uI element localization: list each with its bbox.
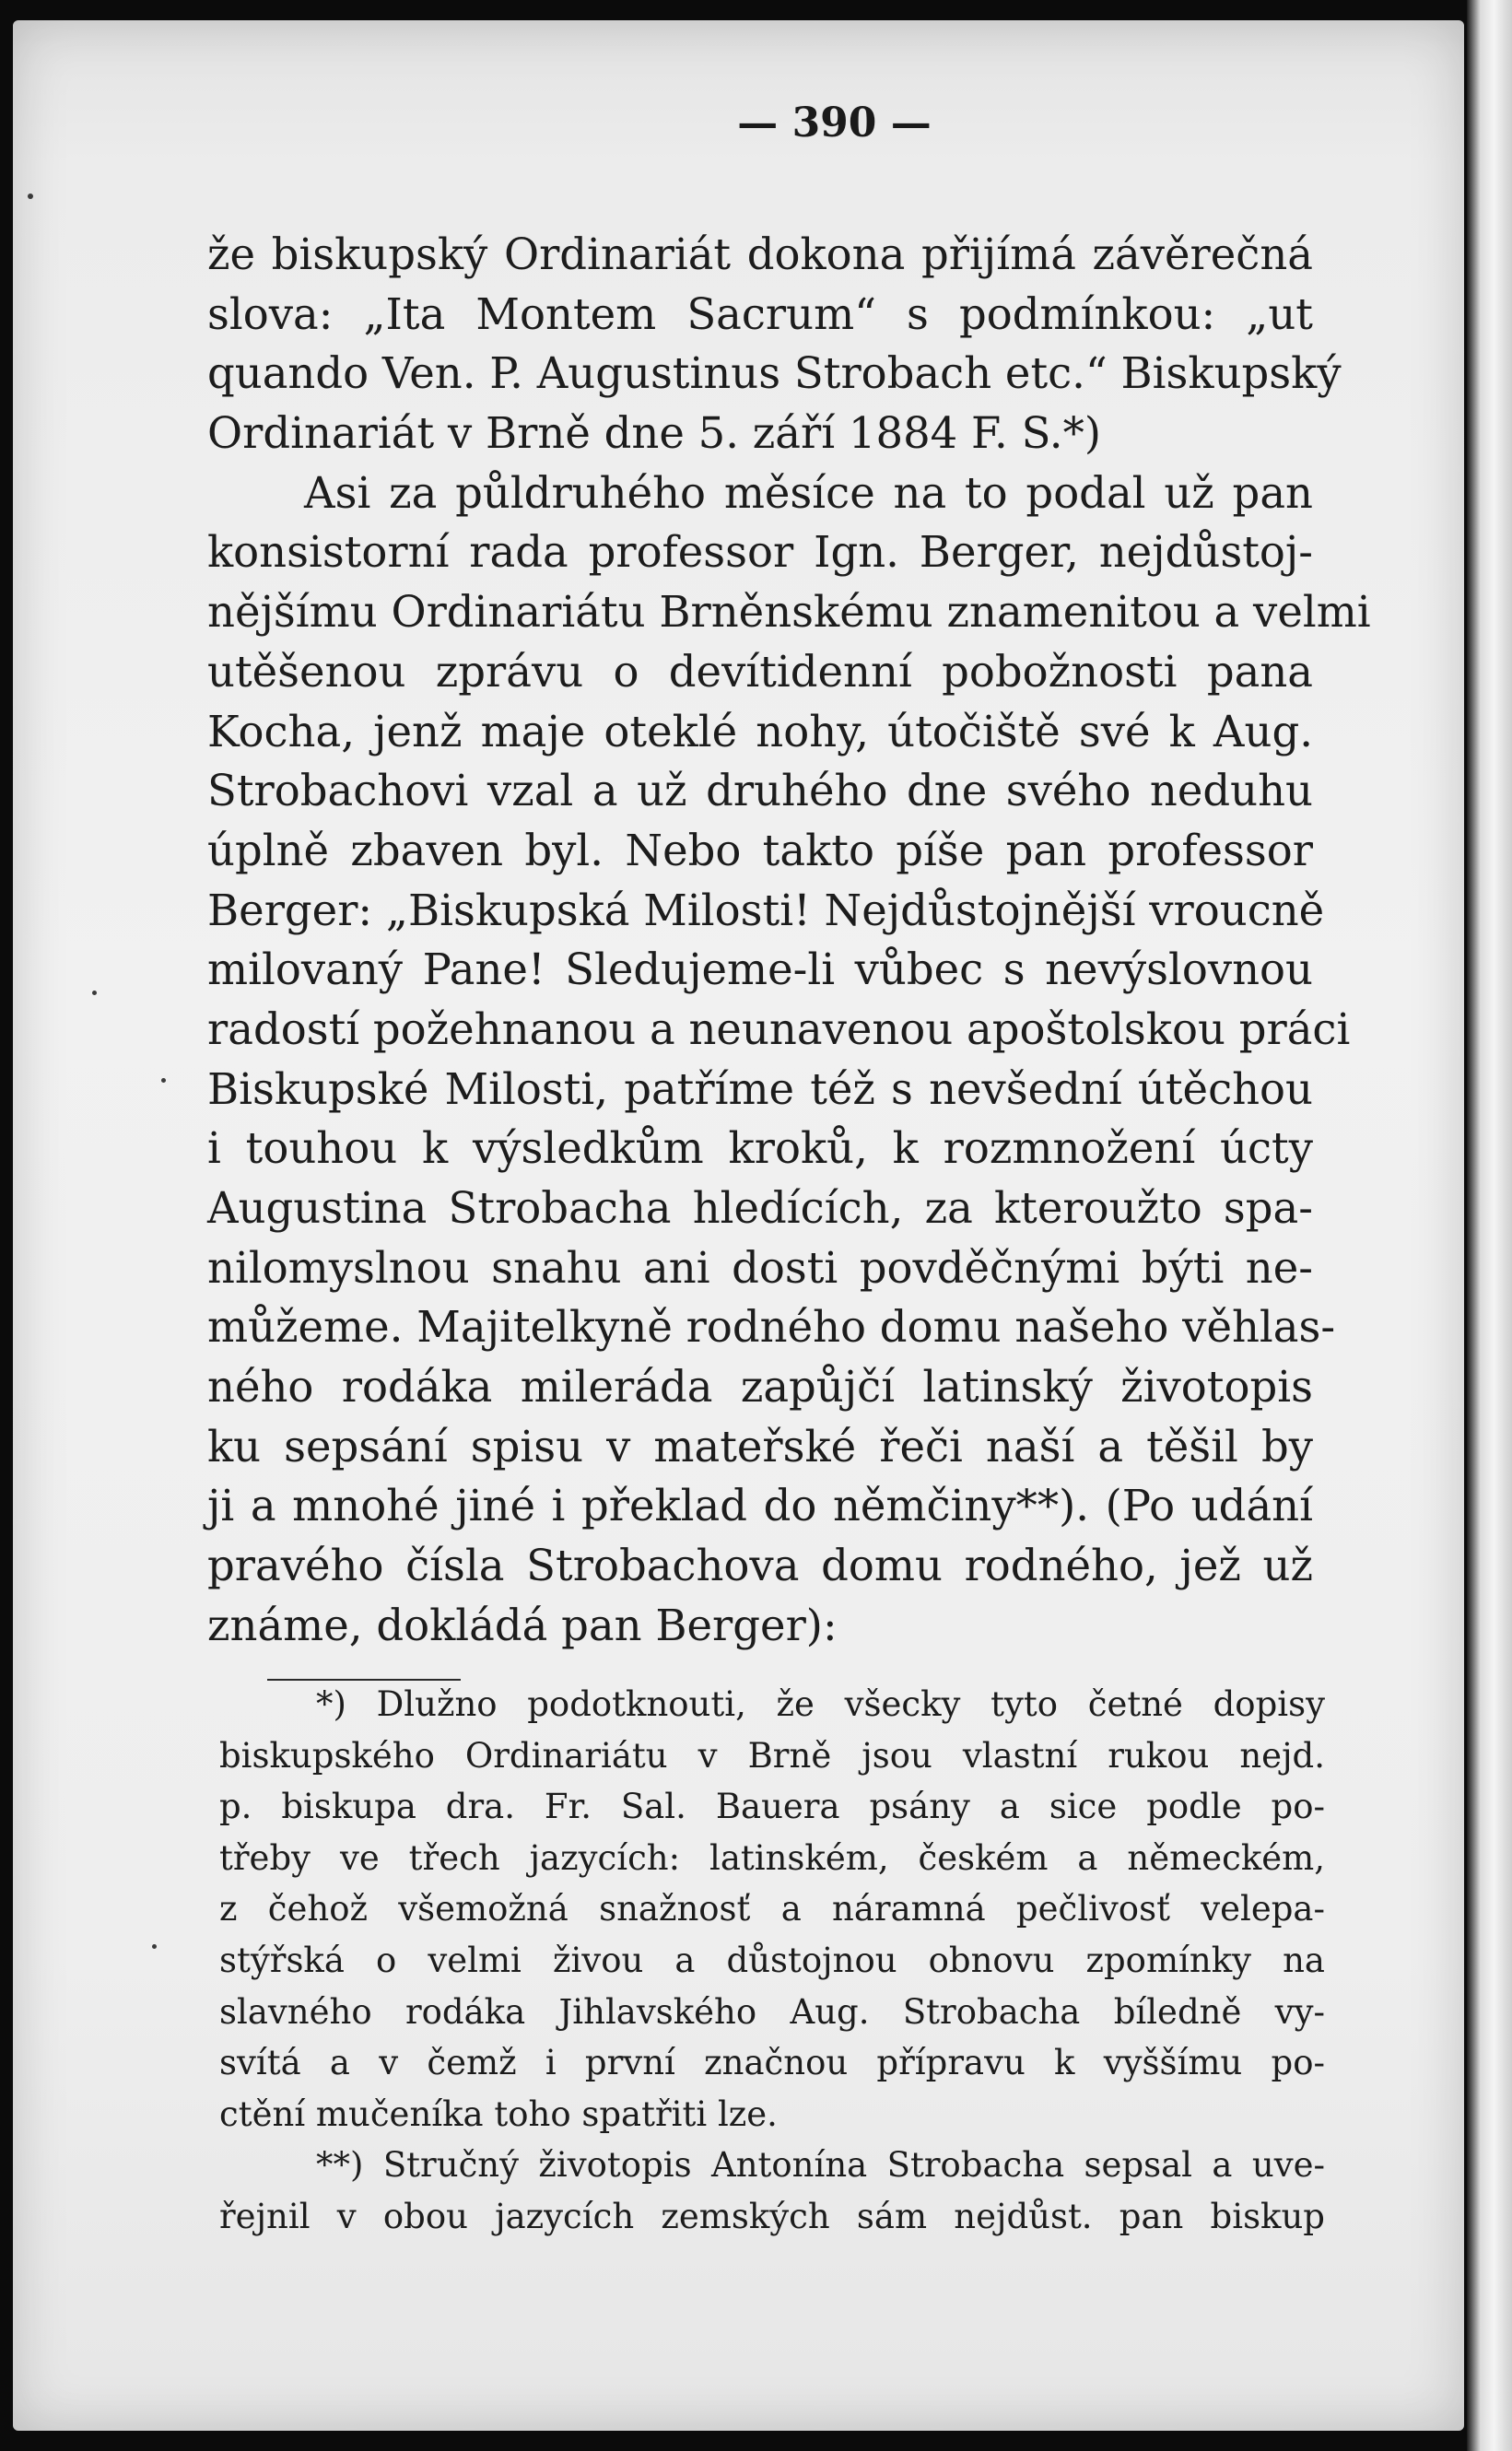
text-line: quando Ven. P. Augustinus Strobach etc.“ Biskupský — [207, 348, 1342, 399]
text-line: Strobachovi vzal a už druhého dne svého neduhu — [207, 766, 1313, 816]
footnote-line: p. biskupa dra. Fr. Sal. Bauera psány a sice podle po- — [219, 1787, 1325, 1827]
paper-speck — [152, 1944, 157, 1949]
footnote-line: biskupského Ordinariátu v Brně jsou vlastní rukou nejd. — [219, 1735, 1325, 1776]
text-line: Ordinariát v Brně dne 5. září 1884 F. S.*) — [207, 408, 1101, 459]
footnote-line: svítá a v čemž i první značnou přípravu k vyššímu po- — [219, 2043, 1325, 2083]
footnote-line: z čehož všemožná snažnosť a náramná pečlivosť velepa- — [219, 1889, 1325, 1929]
page-number: — 390 — — [737, 100, 932, 147]
text-line: ku sepsání spisu v mateřské řeči naší a těšil by — [207, 1421, 1313, 1472]
text-line: nějšímu Ordinariátu Brněnskému znamenitou a velmi — [207, 587, 1371, 638]
paper-speck — [28, 194, 33, 199]
body-text — [207, 225, 1371, 1656]
text-line: slova: „Ita Montem Sacrum“ s podmínkou: „ut — [207, 288, 1313, 339]
footnotes — [219, 1679, 1325, 2243]
paper-speck — [92, 991, 97, 995]
footnote-line: slavného rodáka Jihlavského Aug. Strobacha bíledně vy- — [219, 1991, 1325, 2032]
text-line: Biskupské Milosti, patříme též s nevšední útěchou — [207, 1063, 1313, 1114]
text-line: milovaný Pane! Sledujeme-li vůbec s nevýslovnou — [207, 944, 1313, 995]
footnote-line: řejnil v obou jazycích zemských sám nejdůst. pan biskup — [219, 2196, 1325, 2236]
text-line: pravého čísla Strobachova domu rodného, jež už — [207, 1541, 1313, 1591]
footnote-line: stýřská o velmi živou a důstojnou obnovu zpomínky na — [219, 1940, 1325, 1980]
text-line: Berger: „Biskupská Milosti! Nejdůstojnější vroucně — [207, 885, 1325, 935]
text-line: utěšenou zprávu o devítidenní pobožnosti pana — [207, 646, 1313, 697]
adjacent-page-edge — [1467, 0, 1512, 2451]
text-line: ného rodáka mileráda zapůjčí latinský životopis — [207, 1362, 1313, 1413]
text-line: známe, dokládá pan Berger): — [207, 1600, 838, 1650]
paper-speck — [161, 1078, 166, 1083]
text-line: že biskupský Ordinariát dokona přijímá závěrečná — [207, 229, 1313, 279]
text-line: i touhou k výsledkům kroků, k rozmnožení úcty — [207, 1123, 1313, 1174]
text-line: nilomyslnou snahu ani dosti povděčnými býti ne- — [207, 1242, 1313, 1293]
footnote-line: ctění mučeníka toho spatřiti lze. — [219, 2093, 778, 2134]
footnote-line: *) Dlužno podotknouti, že všecky tyto četné dopisy — [316, 1684, 1325, 1724]
text-line: Kocha, jenž maje oteklé nohy, útočiště své k Aug. — [207, 706, 1313, 756]
text-line: Asi za půldruhého měsíce na to podal už pan — [304, 467, 1313, 518]
text-line: můžeme. Majitelkyně rodného domu našeho věhlas- — [207, 1302, 1336, 1353]
footnote-line: třeby ve třech jazycích: latinském, českém a německém, — [219, 1837, 1325, 1878]
text-line: konsistorní rada professor Ign. Berger, nejdůstoj- — [207, 527, 1313, 578]
footnote-line: **) Stručný životopis Antonína Strobacha sepsal a uve- — [316, 2145, 1325, 2186]
text-line: Augustina Strobacha hledících, za kteroužto spa- — [207, 1183, 1313, 1233]
text-line: úplně zbaven byl. Nebo takto píše pan professor — [207, 825, 1313, 875]
text-line: ji a mnohé jiné i překlad do němčiny**). (Po udání — [207, 1481, 1313, 1531]
text-line: radostí požehnanou a neunavenou apoštolskou práci — [207, 1003, 1351, 1054]
